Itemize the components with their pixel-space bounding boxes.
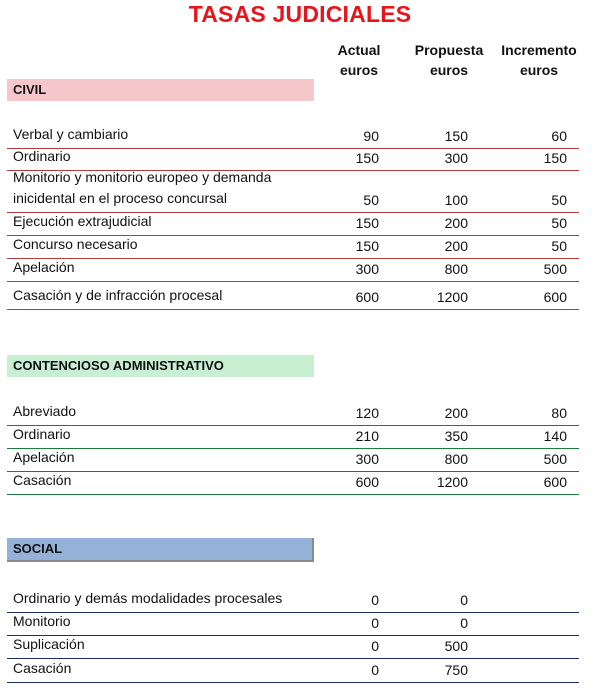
table-row: [7, 281, 579, 310]
section-header-social: SOCIAL: [7, 538, 314, 562]
table-row: [7, 212, 579, 236]
row-label: Ordinario: [13, 148, 71, 164]
value-actual: 600: [355, 474, 379, 490]
value-propuesta: 1200: [436, 474, 468, 490]
row-label: Ejecución extrajudicial: [13, 213, 152, 229]
section-header-contencioso: CONTENCIOSO ADMINISTRATIVO: [7, 355, 314, 377]
row-label: Casación: [13, 472, 72, 488]
column-header-incremento-line1: Incremento: [501, 42, 577, 58]
value-incremento: 500: [543, 451, 567, 467]
row-label: Suplicación: [13, 636, 85, 652]
row-label: Ordinario y demás modalidades procesales: [13, 590, 283, 606]
value-propuesta: 350: [444, 428, 468, 444]
value-actual: 150: [355, 150, 379, 166]
row-label: Verbal y cambiario: [13, 126, 129, 142]
value-incremento: 50: [551, 238, 567, 254]
column-header-propuesta: [404, 40, 494, 80]
row-label: Monitorio: [13, 613, 71, 629]
value-actual: 300: [355, 261, 379, 277]
row-label: [13, 167, 271, 209]
value-actual: 150: [355, 215, 379, 231]
value-actual: 600: [355, 289, 379, 305]
value-incremento: 50: [551, 192, 567, 208]
value-propuesta: 800: [444, 261, 468, 277]
value-actual: 120: [355, 405, 379, 421]
value-incremento: 600: [543, 289, 567, 305]
value-actual: 0: [371, 592, 379, 608]
column-header-actual: [314, 40, 404, 80]
value-propuesta: 800: [444, 451, 468, 467]
page-title: TASAS JUDICIALES: [188, 1, 412, 27]
row-label: Apelación: [13, 449, 75, 465]
value-propuesta: 1200: [436, 289, 468, 305]
table-row: [7, 588, 579, 613]
value-propuesta: 750: [444, 662, 468, 678]
value-propuesta: 150: [444, 128, 468, 144]
table-row: [7, 612, 579, 636]
value-propuesta: 100: [444, 192, 468, 208]
row-label: Casación y de infracción procesal: [13, 287, 223, 303]
section-header-civil: CIVIL: [7, 79, 314, 101]
value-actual: 0: [371, 615, 379, 631]
row-label: Concurso necesario: [13, 236, 138, 252]
value-incremento: 60: [551, 128, 567, 144]
row-label: Abreviado: [13, 403, 77, 419]
column-header-propuesta-line2: euros: [429, 62, 469, 78]
value-propuesta: 300: [444, 150, 468, 166]
value-incremento: 150: [543, 150, 567, 166]
value-propuesta: 500: [444, 638, 468, 654]
table-row: [7, 448, 579, 472]
column-header-incremento: [494, 40, 584, 80]
value-propuesta: 200: [444, 238, 468, 254]
value-incremento: 600: [543, 474, 567, 490]
row-label: Ordinario: [13, 426, 71, 442]
row-label: Casación: [13, 660, 72, 676]
value-propuesta: 0: [460, 592, 468, 608]
value-propuesta: 0: [460, 615, 468, 631]
table-row: [7, 170, 579, 213]
row-label: Apelación: [13, 259, 75, 275]
column-header-incremento-line2: euros: [519, 62, 559, 78]
column-header-propuesta-line1: Propuesta: [414, 42, 484, 58]
value-actual: 90: [363, 128, 379, 144]
table-row: [7, 658, 579, 683]
column-header-actual-line1: Actual: [337, 42, 381, 58]
table-row: [7, 401, 579, 426]
value-actual: 150: [355, 238, 379, 254]
value-actual: 300: [355, 451, 379, 467]
table-row: [7, 635, 579, 659]
value-actual: 210: [355, 428, 379, 444]
value-actual: 0: [371, 638, 379, 654]
column-header-actual-line2: euros: [339, 62, 379, 78]
row-label-line1: Monitorio y monitorio europeo y demanda: [13, 169, 272, 185]
table-row: [7, 258, 579, 282]
value-propuesta: 200: [444, 215, 468, 231]
table-row: [7, 425, 579, 449]
row-label-line2: inicidental en el proceso concursal: [13, 190, 228, 206]
value-incremento: 80: [551, 405, 567, 421]
table-row: [7, 235, 579, 259]
value-actual: 0: [371, 662, 379, 678]
value-actual: 50: [363, 192, 379, 208]
value-incremento: 50: [551, 215, 567, 231]
value-incremento: 140: [543, 428, 567, 444]
table-row: [7, 124, 579, 149]
value-incremento: 500: [543, 261, 567, 277]
table-row: [7, 471, 579, 495]
value-propuesta: 200: [444, 405, 468, 421]
